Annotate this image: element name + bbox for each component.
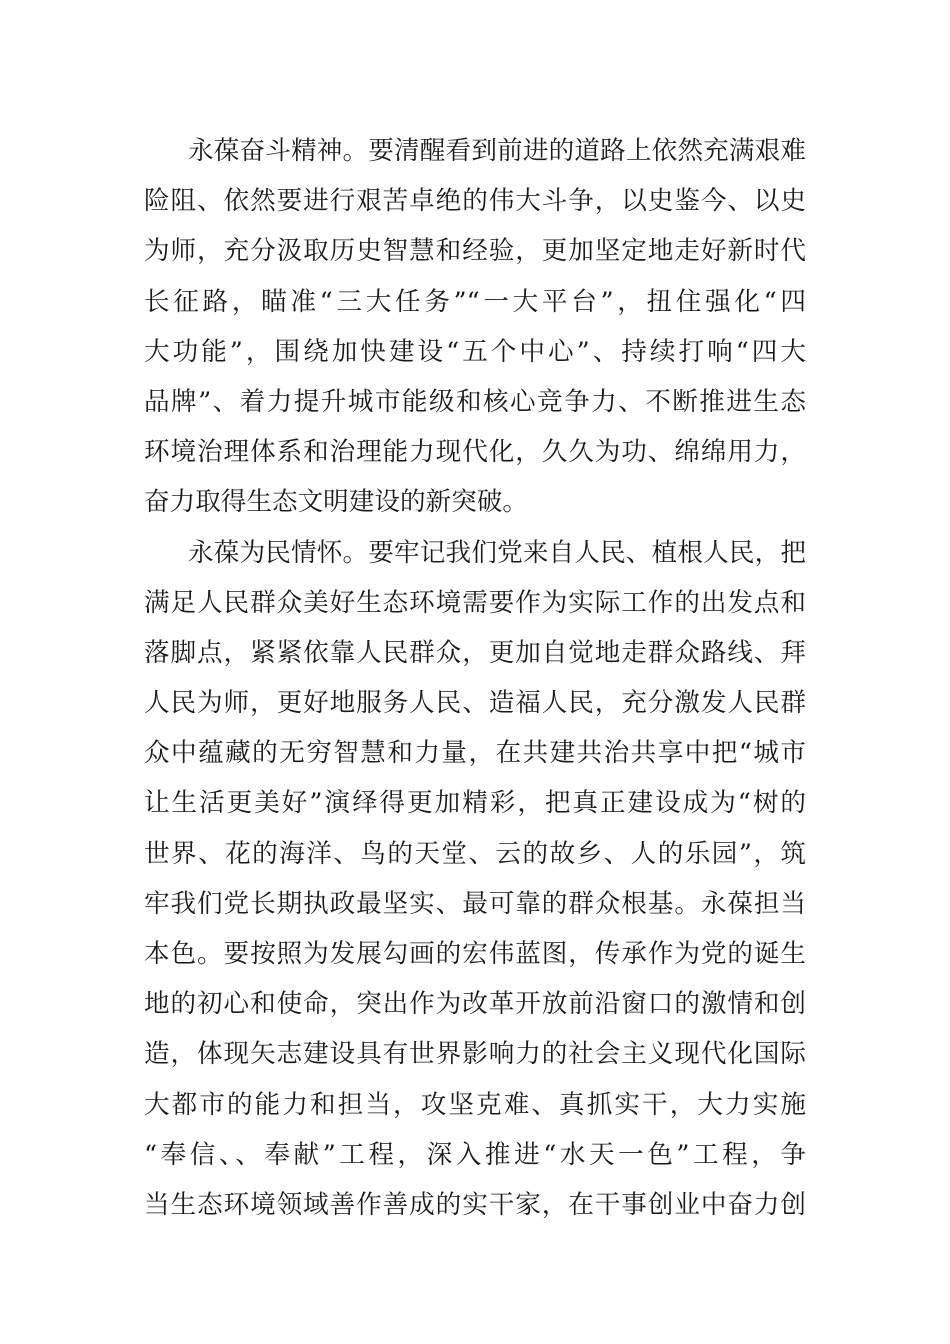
text-line: 长征路，瞄准“三大任务”“一大平台”，扭住强化“四 — [144, 286, 806, 317]
text-line: 大功能”，围绕加快建设“五个中心”、持续打响“四大 — [144, 336, 806, 367]
text-line: 地的初心和使命，突出作为改革开放前沿窗口的激情和创 — [144, 989, 806, 1020]
text-line: 造，体现矢志建设具有世界影响力的社会主义现代化国际 — [144, 1039, 806, 1070]
text-line: 让生活更美好”演绎得更加精彩，把真正建设成为“树的 — [144, 788, 806, 819]
text-line: 牢我们党长期执政最坚实、最可靠的群众根基。永葆担当 — [144, 888, 806, 919]
text-line: 环境治理体系和治理能力现代化，久久为功、绵绵用力， — [144, 437, 806, 468]
text-line: 当生态环境领域善作善成的实干家，在干事创业中奋力创 — [144, 1189, 806, 1220]
text-line: “奉信、、奉献”工程，深入推进“水天一色”工程，争 — [144, 1139, 806, 1170]
text-line: 永葆为民情怀。要牢记我们党来自人民、植根人民，把 — [188, 537, 806, 568]
paragraph-struggle-spirit — [144, 126, 806, 528]
text-line: 世界、花的海洋、鸟的天堂、云的故乡、人的乐园”，筑 — [144, 838, 806, 869]
text-line: 人民为师，更好地服务人民、造福人民，充分激发人民群 — [144, 688, 806, 719]
text-line: 满足人民群众美好生态环境需要作为实际工作的出发点和 — [144, 587, 806, 618]
text-line: 众中蕴藏的无穷智慧和力量，在共建共治共享中把“城市 — [144, 738, 806, 769]
text-line: 品牌”、着力提升城市能级和核心竞争力、不断推进生态 — [144, 386, 806, 417]
document-body — [144, 126, 806, 1230]
text-line: 大都市的能力和担当，攻坚克难、真抓实干，大力实施 — [144, 1089, 806, 1120]
text-line: 险阻、依然要进行艰苦卓绝的伟大斗争，以史鉴今、以史 — [144, 186, 806, 217]
text-line: 奋力取得生态文明建设的新突破。 — [144, 487, 528, 518]
text-line: 为师，充分汲取历史智慧和经验，更加坚定地走好新时代 — [144, 236, 806, 267]
paragraph-people-sentiment — [144, 528, 806, 1231]
text-line: 本色。要按照为发展勾画的宏伟蓝图，传承作为党的诞生 — [144, 939, 806, 969]
text-line: 落脚点，紧紧依靠人民群众，更加自觉地走群众路线、拜 — [144, 637, 806, 668]
text-line: 永葆奋斗精神。要清醒看到前进的道路上依然充满艰难 — [188, 136, 806, 166]
